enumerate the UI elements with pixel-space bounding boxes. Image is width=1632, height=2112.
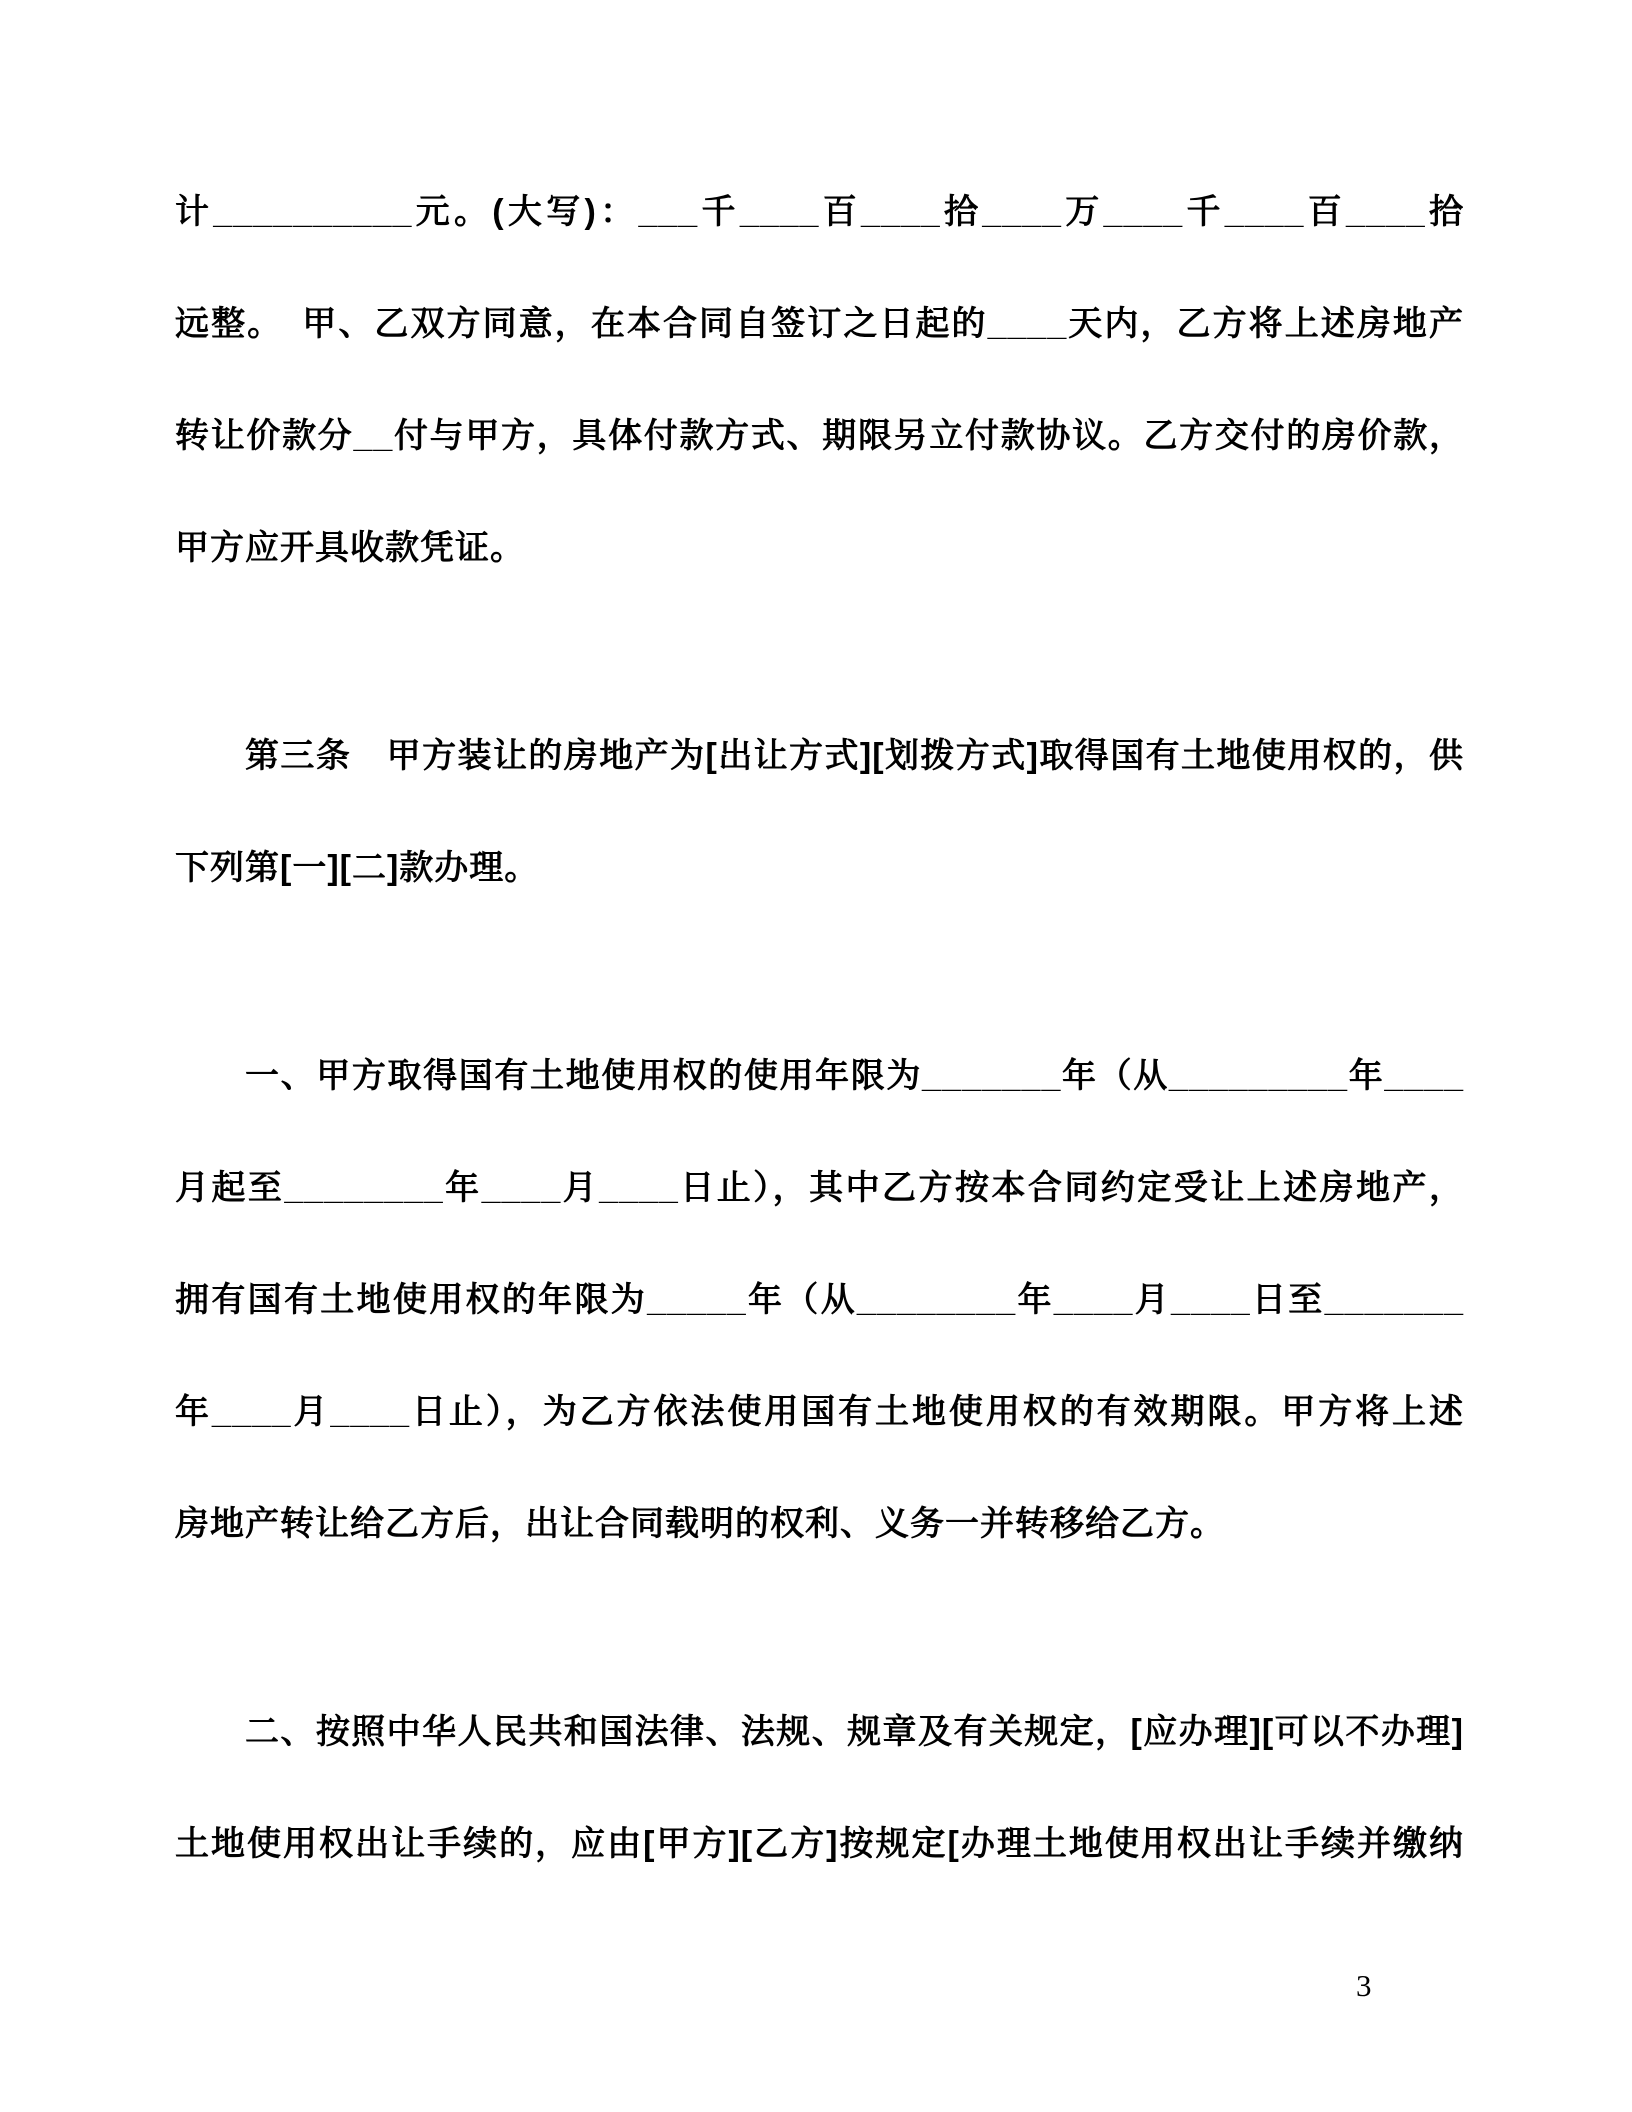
text-line-clause1-validity: 年____月____日止），为乙方依法使用国有土地使用权的有效期限。甲方将上述 [175, 1393, 1464, 1431]
page-number: 3 [1356, 1968, 1372, 2003]
text-line-article3-heading: 第三条 甲方装让的房地产为[出让方式][划拨方式]取得国有土地使用权的，供 [245, 737, 1464, 775]
paragraph-article-3 [175, 700, 1464, 924]
text-line-article3-options: 下列第[一][二]款办理。 [175, 849, 540, 887]
text-line-clause2-formalities: 土地使用权出让手续的，应由[甲方][乙方]按规定[办理土地使用权出让手续并缴纳 [175, 1825, 1464, 1863]
text-line-payment-method: 转让价款分__付与甲方，具体付款方式、期限另立付款协议。乙方交付的房价款， [175, 417, 1464, 455]
text-line-clause1-transfer: 房地产转让给乙方后，出让合同载明的权利、义务一并转移给乙方。 [175, 1505, 1225, 1543]
document-body [175, 156, 1464, 1900]
text-line-amount-in-words: 计__________元。(大写)：___千____百____拾____万____千____百____拾 [175, 193, 1464, 231]
text-line-clause1-dates-2: 拥有国有土地使用权的年限为_____年（从________年____月____日至_______ [175, 1281, 1464, 1319]
paragraph-clause-2 [175, 1676, 1464, 1900]
text-line-receipt: 甲方应开具收款凭证。 [175, 529, 525, 567]
text-line-clause2-regulations: 二、按照中华人民共和国法律、法规、规章及有关规定，[应办理][可以不办理] [245, 1713, 1464, 1751]
text-line-payment-deadline: 远整。 甲、乙双方同意，在本合同自签订之日起的____天内，乙方将上述房地产 [175, 305, 1464, 343]
paragraph-payment-terms [175, 156, 1464, 604]
text-line-clause1-term: 一、甲方取得国有土地使用权的使用年限为_______年（从_________年____ [245, 1057, 1464, 1095]
paragraph-clause-1 [175, 1020, 1464, 1580]
text-line-clause1-dates-1: 月起至________年____月____日止），其中乙方按本合同约定受让上述房地产， [175, 1169, 1464, 1207]
